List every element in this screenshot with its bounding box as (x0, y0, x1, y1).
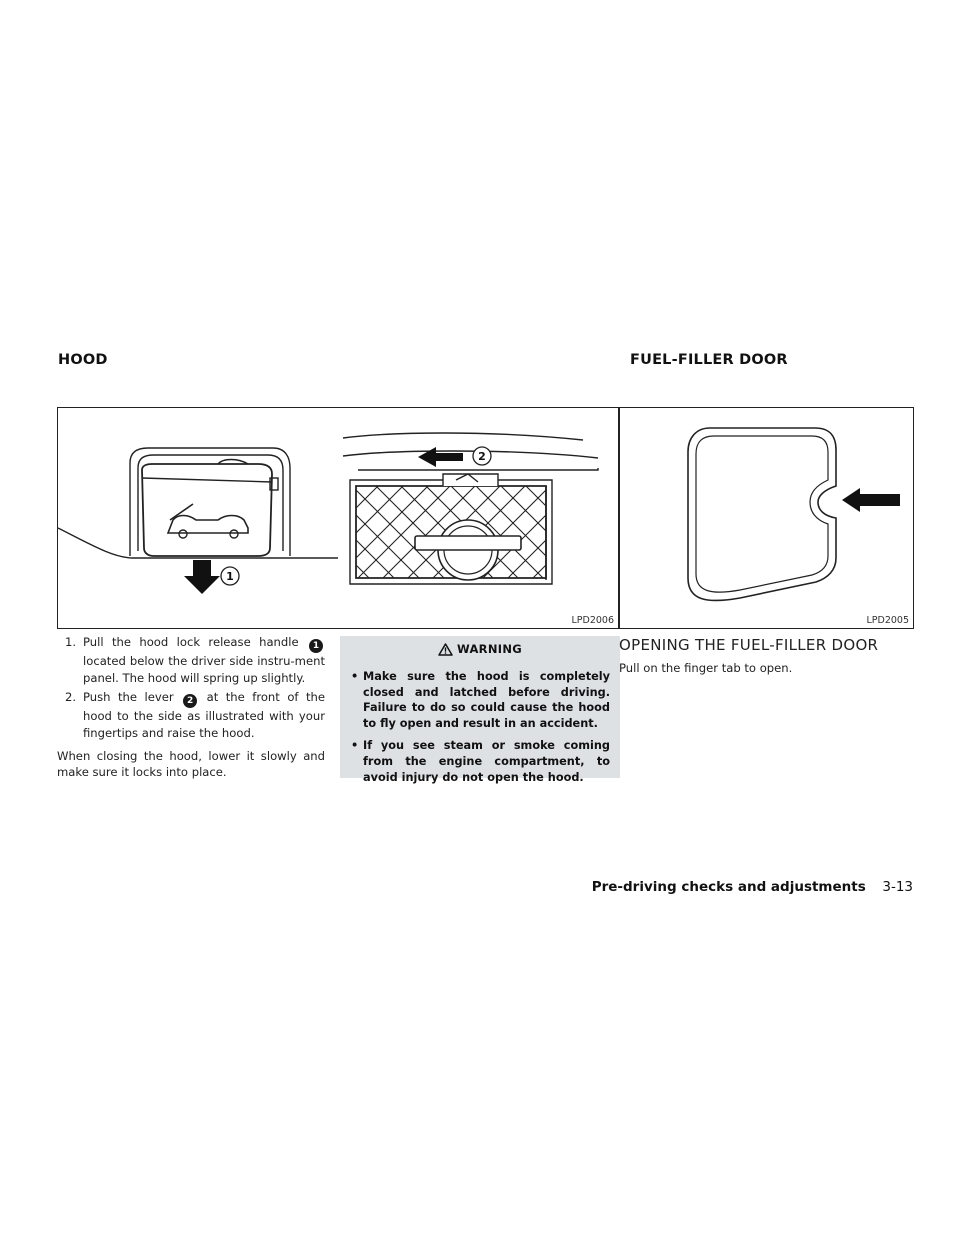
warning-triangle-icon (438, 643, 453, 656)
arrow-left-icon (842, 488, 900, 512)
fuel-filler-section-title: FUEL-FILLER DOOR (630, 352, 788, 368)
warning-item-2 (350, 738, 610, 785)
warning-bullet-1: • (351, 670, 359, 683)
page-footer (592, 879, 913, 895)
warning-item-1 (350, 669, 610, 731)
footer-page-number: 3-13 (882, 879, 913, 895)
warning-item-1-text: Make sure the hood is completely closed and latched before driving. Failure to do so could cause the hood to fly open and result in an accident. (363, 670, 610, 730)
step-2-text-after: at the front of the hood to the side as illustrated with your fingertips and raise the hood. (83, 689, 325, 740)
hood-instructions (57, 634, 325, 781)
callout-1-badge (221, 567, 239, 585)
warning-header (340, 636, 620, 662)
warning-body (340, 662, 620, 800)
warning-item-2-text: If you see steam or smoke coming from the engine compartment, to avoid injury do not open the hood. (363, 739, 610, 784)
fuel-figure-code: LPD2005 (866, 615, 909, 626)
arrow-down-icon (184, 560, 220, 594)
step-2-text-before: Push the lever (83, 689, 174, 704)
warning-box (340, 636, 620, 784)
hood-step-1 (57, 634, 325, 687)
fuel-subheading: OPENING THE FUEL-FILLER DOOR (619, 636, 879, 654)
step-1-text-after: located below the driver side instru-ment panel. The hood will spring up slightly. (83, 654, 325, 686)
hood-figure-code: LPD2006 (571, 615, 614, 626)
callout-2-text: 2 (478, 450, 486, 463)
footer-chapter: Pre-driving checks and adjustments (591, 879, 866, 895)
warning-bullet-2: • (351, 739, 359, 753)
warning-list (350, 669, 610, 785)
hood-steps-list (57, 634, 325, 742)
hood-closing-note: When closing the hood, lower it slowly and make sure it locks into place. (57, 748, 325, 780)
step-1-text-before: Pull the hood lock release handle (83, 635, 299, 649)
arrow-left-icon (418, 447, 463, 467)
fuel-door-drawing (620, 408, 913, 628)
hood-illustration-drawing (58, 408, 618, 628)
step-1-number: 1. (65, 635, 77, 649)
callout-1-text: 1 (226, 570, 234, 583)
step-2-number: 2. (65, 689, 77, 704)
callout-2-icon: 2 (183, 694, 197, 708)
callout-1-icon: 1 (309, 639, 323, 653)
hood-release-illustration (57, 407, 619, 629)
fuel-filler-door-illustration (619, 407, 914, 629)
callout-2-badge (473, 447, 491, 465)
fuel-instruction-text: Pull on the finger tab to open. (619, 661, 793, 675)
hood-section-title: HOOD (58, 352, 108, 368)
hood-step-2 (57, 689, 325, 742)
warning-title: WARNING (457, 642, 522, 656)
